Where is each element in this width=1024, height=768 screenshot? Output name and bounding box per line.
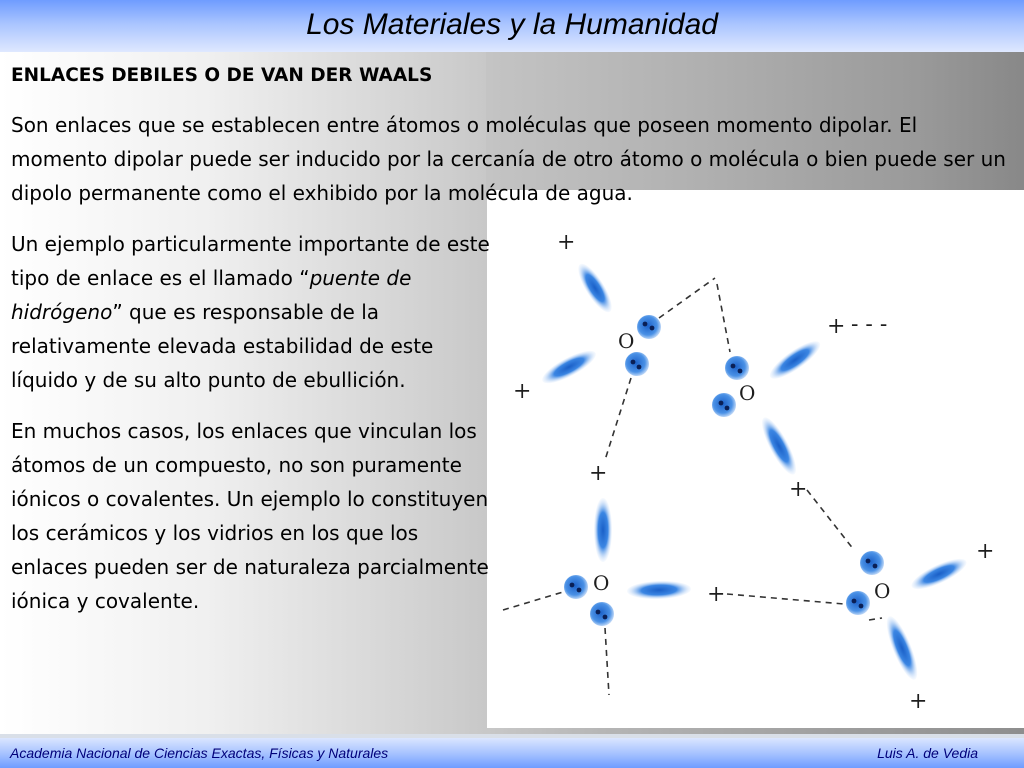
slide-header bbox=[0, 0, 1024, 52]
slide-footer bbox=[0, 738, 1024, 768]
plus-charge: + bbox=[976, 539, 995, 564]
plus-charge: + bbox=[513, 379, 532, 404]
plus-charge: + bbox=[789, 477, 808, 502]
hydrogen-bond-term: puente de hidrógeno bbox=[11, 266, 412, 324]
footer-author: Luis A. de Vedia bbox=[877, 745, 978, 761]
paragraph-hydrogen-bond bbox=[11, 227, 501, 397]
lone-pair-lobe bbox=[881, 613, 923, 683]
dashed-bond-label: - - - bbox=[851, 312, 888, 337]
oxygen-label: O bbox=[739, 381, 756, 405]
slide-title: Los Materiales y la Humanidad bbox=[306, 8, 718, 41]
hydrogen-bond bbox=[869, 618, 882, 620]
hydrogen-bond bbox=[605, 628, 609, 695]
paragraph-mixed-bonds: En muchos casos, los enlaces que vinculan los átomos de un compuesto, no son puramente iónicos o covalentes. Un ejemplo lo constituyen los cerámicos y los vidrios en los que los enlaces pueden ser de naturaleza parcialmente iónica y covalente. bbox=[11, 419, 489, 613]
paragraph-hydrogen-bond-end: ” que es responsable de la relativamente elevada estabilidad de este líquido y de su alto punto de ebullición. bbox=[11, 300, 434, 392]
slide-body bbox=[11, 62, 1011, 618]
footer-institution: Academia Nacional de Ciencias Exactas, Físicas y Naturales bbox=[10, 745, 389, 761]
plus-charge: + bbox=[707, 582, 726, 607]
paragraph-van-der-waals-definition: Son enlaces que se establecen entre átomos o moléculas que poseen momento dipolar. El momento dipolar puede ser inducido por la cercanía de otro átomo o molécula o bien puede ser un dipolo permanente como el exhibido por la molécula de agua. bbox=[11, 113, 1006, 205]
oxygen-label: O bbox=[593, 571, 610, 595]
plus-charge: + bbox=[827, 314, 846, 339]
section-heading: ENLACES DEBILES O DE VAN DER WAALS bbox=[11, 65, 433, 86]
oxygen-label: O bbox=[618, 329, 635, 353]
paragraph-hydrogen-bond-start: Un ejemplo particularmente importante de este tipo de enlace es el llamado “ bbox=[11, 232, 490, 290]
oxygen-label: O bbox=[874, 579, 891, 603]
plus-charge: + bbox=[589, 461, 608, 486]
plus-charge: + bbox=[909, 689, 928, 714]
plus-charge: + bbox=[557, 230, 576, 255]
